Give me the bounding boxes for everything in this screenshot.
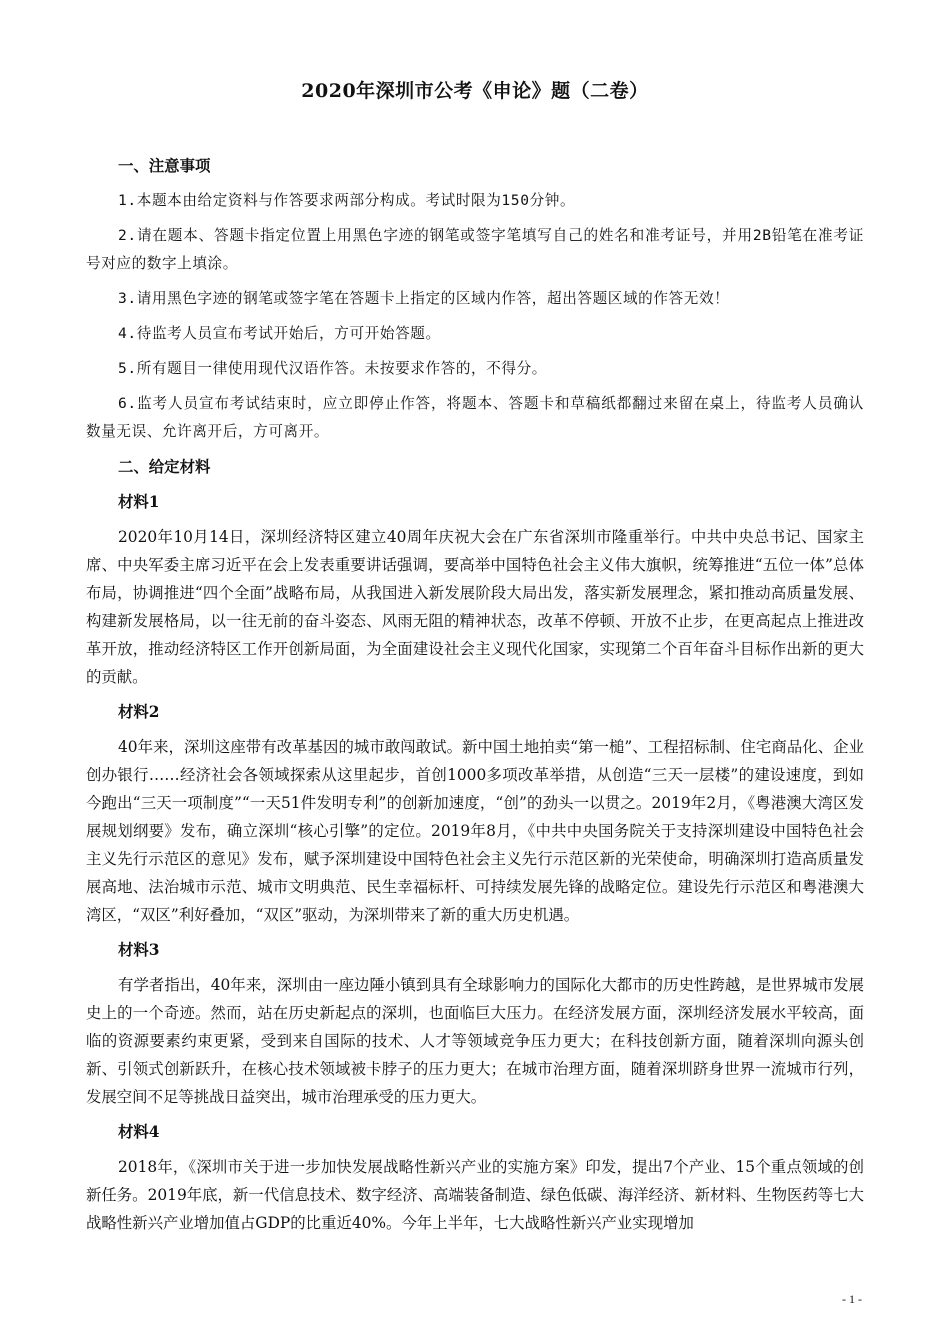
material-paragraph: 2018年，《深圳市关于进一步加快发展战略性新兴产业的实施方案》印发，提出7个产业、15个重点领域的创新任务。2019年底，新一代信息技术、数字经济、高端装备制造、绿色低碳、海洋经济、新材料、生物医药等七大战略性新兴产业增加值占GDP的比重近40%。今年上半年，七大战略性新兴产业实现增加 bbox=[86, 1158, 864, 1232]
material-heading: 材料3 bbox=[118, 941, 160, 959]
notice-item: 4.待监考人员宣布考试开始后，方可开始答题。 bbox=[118, 325, 441, 342]
page-number: - 1 - bbox=[842, 1292, 862, 1306]
material-heading: 材料4 bbox=[118, 1123, 160, 1141]
notice-item: 5.所有题目一律使用现代汉语作答。未按要求作答的，不得分。 bbox=[118, 360, 548, 377]
notice-item: 1.本题本由给定资料与作答要求两部分构成。考试时限为150分钟。 bbox=[118, 192, 576, 209]
material-heading: 材料1 bbox=[118, 493, 160, 511]
section-heading-materials: 二、给定材料 bbox=[118, 458, 211, 476]
material-heading: 材料2 bbox=[118, 703, 160, 721]
material-paragraph: 40年来，深圳这座带有改革基因的城市敢闯敢试。新中国土地拍卖“第一槌”、工程招标制、住宅商品化、企业创办银行……经济社会各领域探索从这里起步，首创1000多项改革举措，从创造“三天一层楼”的建设速度，到如今跑出“三天一项制度”“一天51件发明专利”的创新加速度，“创”的劲头一以贯之。2019年2月，《粤港澳大湾区发展规划纲要》发布，确立深圳“核心引擎”的定位。2019年8月，《中共中央国务院关于支持深圳建设中国特色社会主义先行示范区的意见》发布，赋予深圳建设中国特色社会主义先行示范区新的光荣使命，明确深圳打造高质量发展高地、法治城市示范、城市文明典范、民生幸福标杆、可持续发展先锋的战略定位。建设先行示范区和粤港澳大湾区，“双区”利好叠加，“双区”驱动，为深圳带来了新的重大历史机遇。 bbox=[86, 738, 864, 924]
notice-item: 6.监考人员宣布考试结束时，应立即停止作答，将题本、答题卡和草稿纸都翻过来留在桌上，待监考人员确认数量无误、允许离开后，方可离开。 bbox=[86, 395, 864, 440]
material-paragraph: 有学者指出，40年来，深圳由一座边陲小镇到具有全球影响力的国际化大都市的历史性跨越，是世界城市发展史上的一个奇迹。然而，站在历史新起点的深圳，也面临巨大压力。在经济发展方面，深圳经济发展水平较高，面临的资源要素约束更紧，受到来自国际的技术、人才等领域竞争压力更大；在科技创新方面，随着深圳向源头创新、引领式创新跃升，在核心技术领域被卡脖子的压力更大；在城市治理方面，随着深圳跻身世界一流城市行列，发展空间不足等挑战日益突出，城市治理承受的压力更大。 bbox=[86, 976, 864, 1106]
document-body bbox=[86, 152, 864, 1244]
notice-item: 2.请在题本、答题卡指定位置上用黑色字迹的钢笔或签字笔填写自己的姓名和准考证号，并用2B铅笔在准考证号对应的数字上填涂。 bbox=[86, 227, 864, 272]
material-paragraph: 2020年10月14日，深圳经济特区建立40周年庆祝大会在广东省深圳市隆重举行。中共中央总书记、国家主席、中央军委主席习近平在会上发表重要讲话强调，要高举中国特色社会主义伟大旗帜，统筹推进“五位一体”总体布局，协调推进“四个全面”战略布局，从我国进入新发展阶段大局出发，落实新发展理念，紧扣推动高质量发展、构建新发展格局，以一往无前的奋斗姿态、风雨无阻的精神状态，改革不停顿、开放不止步，在更高起点上推进改革开放，推动经济特区工作开创新局面，为全面建设社会主义现代化国家，实现第二个百年奋斗目标作出新的更大的贡献。 bbox=[86, 528, 864, 686]
section-heading-notes: 一、注意事项 bbox=[118, 157, 211, 175]
document-title: 2020年深圳市公考《申论》题（二卷） bbox=[301, 80, 649, 102]
notice-item: 3.请用黑色字迹的钢笔或签字笔在答题卡上指定的区域内作答，超出答题区域的作答无效！ bbox=[118, 290, 730, 307]
